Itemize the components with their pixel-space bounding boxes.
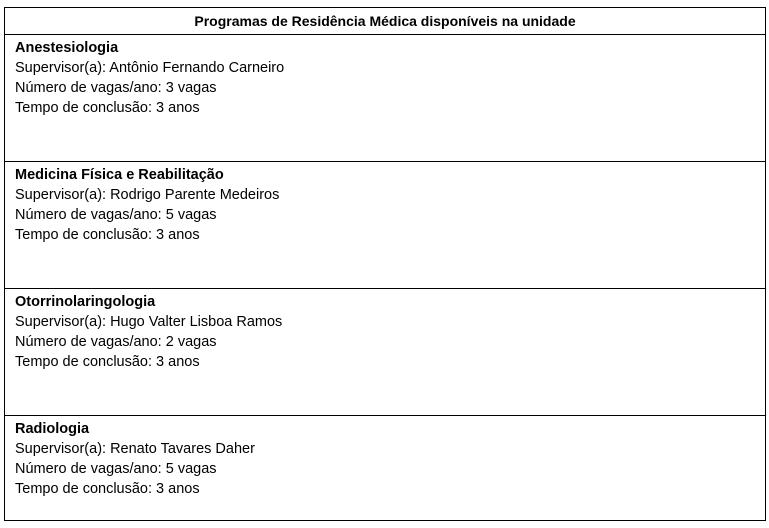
program-name: Radiologia <box>15 421 90 437</box>
program-cell-radiologia <box>5 416 766 521</box>
program-tempo: Tempo de conclusão: 3 anos <box>15 100 200 116</box>
table-title: Programas de Residência Médica disponíveis na unidade <box>5 8 766 35</box>
program-name: Medicina Física e Reabilitação <box>15 167 224 183</box>
program-tempo: Tempo de conclusão: 3 anos <box>15 227 200 243</box>
program-cell-anestesiologia <box>5 35 766 162</box>
program-cell-otorrinolaringologia <box>5 289 766 416</box>
table-row <box>5 289 766 416</box>
program-supervisor: Supervisor(a): Antônio Fernando Carneiro <box>15 60 285 76</box>
residency-programs-table <box>4 7 766 521</box>
table-row <box>5 416 766 521</box>
program-supervisor: Supervisor(a): Rodrigo Parente Medeiros <box>15 187 280 203</box>
program-name: Otorrinolaringologia <box>15 294 156 310</box>
table-header-row <box>5 8 766 35</box>
program-vagas: Número de vagas/ano: 5 vagas <box>15 461 217 477</box>
program-vagas: Número de vagas/ano: 2 vagas <box>15 334 217 350</box>
program-tempo: Tempo de conclusão: 3 anos <box>15 481 200 497</box>
program-supervisor: Supervisor(a): Hugo Valter Lisboa Ramos <box>15 314 283 330</box>
table-row <box>5 35 766 162</box>
program-supervisor: Supervisor(a): Renato Tavares Daher <box>15 441 255 457</box>
program-vagas: Número de vagas/ano: 3 vagas <box>15 80 217 96</box>
program-vagas: Número de vagas/ano: 5 vagas <box>15 207 217 223</box>
program-tempo: Tempo de conclusão: 3 anos <box>15 354 200 370</box>
program-cell-medicina-fisica <box>5 162 766 289</box>
table-row <box>5 162 766 289</box>
program-name: Anestesiologia <box>15 40 119 56</box>
